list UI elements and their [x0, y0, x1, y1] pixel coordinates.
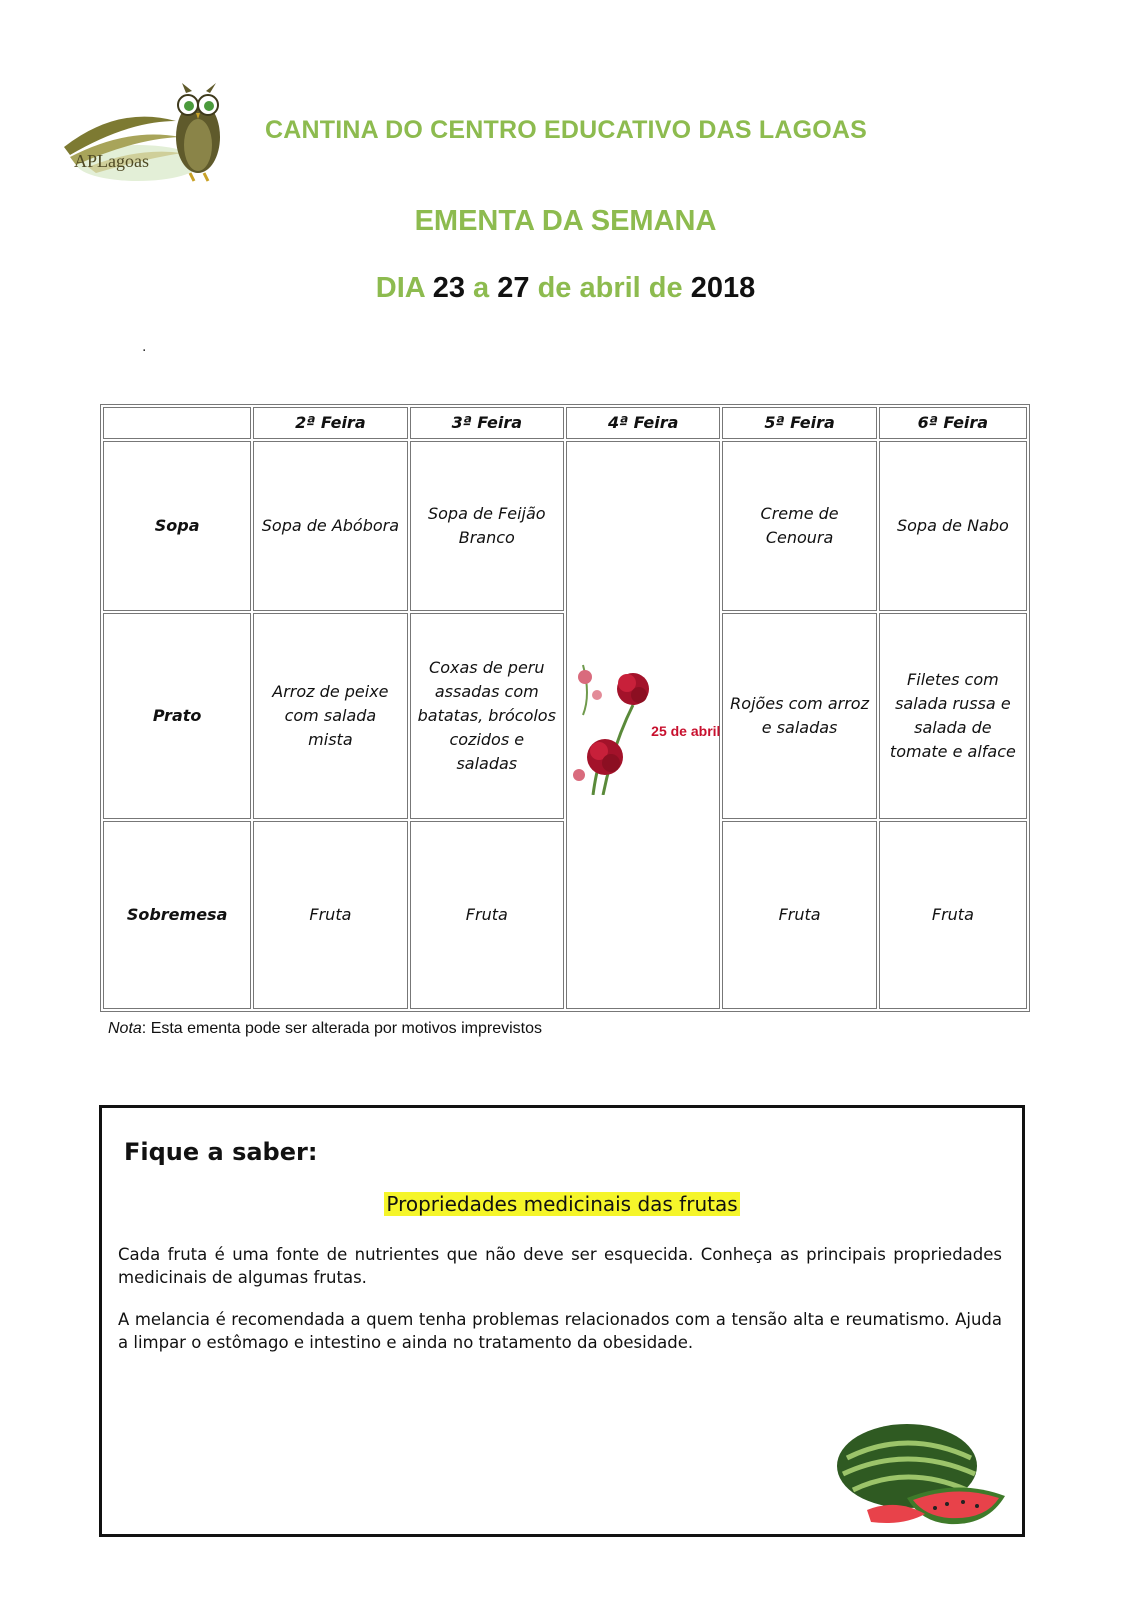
table-header-row [103, 407, 1027, 439]
row-label: Sopa [103, 441, 251, 611]
day-header: 3ª Feira [410, 407, 564, 439]
note-label: Nota [108, 1020, 142, 1037]
row-label: Prato [103, 613, 251, 819]
canteen-title: CANTINA DO CENTRO EDUCATIVO DAS LAGOAS [265, 116, 868, 144]
aplagoas-logo [58, 75, 238, 190]
day-header: 6ª Feira [879, 407, 1027, 439]
menu-cell: Fruta [253, 821, 407, 1009]
note-text: : Esta ementa pode ser alterada por motivos imprevistos [141, 1020, 542, 1037]
date-dia: DIA [375, 272, 425, 304]
day-header: 2ª Feira [253, 407, 407, 439]
menu-cell: Arroz de peixe com salada mista [253, 613, 407, 819]
date-a: a [473, 272, 490, 304]
stray-dot: . [142, 338, 147, 355]
logo-text: APLagoas [74, 151, 149, 171]
menu-cell: Fruta [722, 821, 876, 1009]
date-end: 27 [497, 272, 530, 304]
date-month: de abril de [537, 272, 683, 304]
watermelon-image [837, 1418, 1007, 1528]
menu-cell: Fruta [879, 821, 1027, 1009]
watermelon-icon [837, 1418, 1007, 1528]
menu-cell: Fruta [410, 821, 564, 1009]
day-header: 5ª Feira [722, 407, 876, 439]
date-year: 2018 [690, 272, 756, 304]
header-empty-cell [103, 407, 251, 439]
menu-cell: Creme de Cenoura [722, 441, 876, 611]
menu-cell: Rojões com arroz e saladas [722, 613, 876, 819]
holiday-label: 25 de abril [651, 723, 721, 739]
menu-cell: Sopa de Abóbora [253, 441, 407, 611]
info-subheading [102, 1192, 1022, 1216]
menu-cell: Filetes com salada russa e salada de tomate e alface [879, 613, 1027, 819]
menu-title: EMENTA DA SEMANA [414, 205, 717, 237]
menu-cell: Sopa de Nabo [879, 441, 1027, 611]
date-line [0, 272, 1131, 305]
menu-cell: Coxas de peru assadas com batatas, brócolos cozidos e saladas [410, 613, 564, 819]
row-label: Sobremesa [103, 821, 251, 1009]
menu-cell: Sopa de Feijão Branco [410, 441, 564, 611]
info-subheading-text: Propriedades medicinais das frutas [386, 1192, 738, 1216]
menu-note [108, 1020, 542, 1038]
weekly-menu-table [100, 404, 1030, 1012]
holiday-cell [566, 441, 720, 1009]
info-paragraph: Cada fruta é uma fonte de nutrientes que não deve ser esquecida. Conheça as principais propriedades medicinais de algumas frutas. [118, 1245, 1002, 1287]
day-header: 4ª Feira [566, 407, 720, 439]
info-box [99, 1105, 1025, 1537]
info-heading: Fique a saber: [124, 1138, 318, 1166]
carnation-image [573, 655, 721, 795]
info-paragraph: A melancia é recomendada a quem tenha problemas relacionados com a tensão alta e reumatismo. Ajuda a limpar o estômago e intestino e ainda no tratamento da obesidade. [118, 1310, 1002, 1352]
table-row-sopa [103, 441, 1027, 611]
date-start: 23 [432, 272, 465, 304]
